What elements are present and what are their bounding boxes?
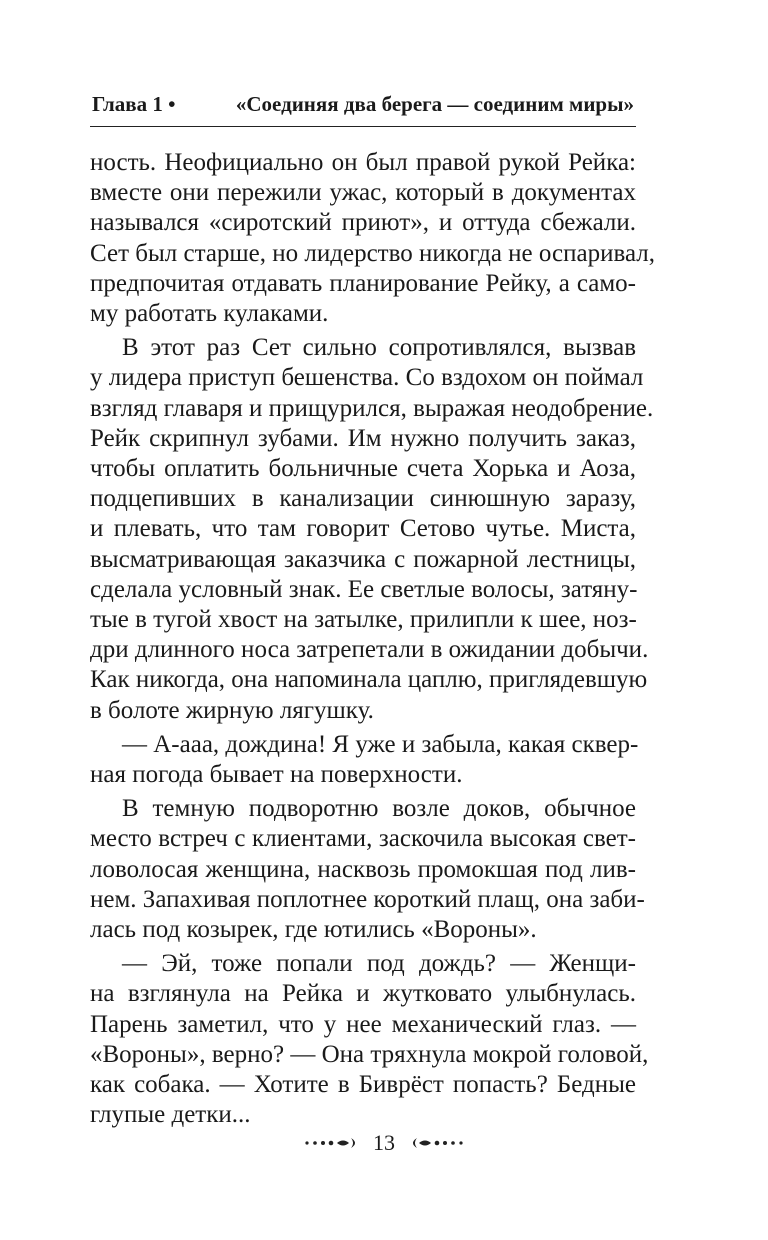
text-line: Рейк скрипнул зубами. Им нужно получить заказ, [90,424,636,452]
body-text [90,148,655,1131]
text-line: ловолосая женщина, насквозь промокшая под лив- [90,855,636,883]
text-line: «Вороны», верно? — Она тряхнула мокрой головой, [90,1040,649,1068]
paragraph [90,148,655,329]
text-line: Сет был старше, но лидерство никогда не оспаривал, [90,239,655,267]
text-line: место встреч с клиентами, заскочила высокая свет- [90,825,636,853]
text-line: — А-ааа, дождина! Я уже и забыла, какая сквер- [122,730,639,758]
text-line: ная погода бывает на поверхности. [90,761,463,789]
paragraph [90,333,654,726]
running-head [92,92,634,122]
text-line: лась под козырек, где ютились «Вороны». [90,916,537,944]
text-line: и плевать, что там говорит Сетово чутье. Миста, [90,515,636,543]
text-line: как собака. — Хотите в Биврёст попасть? Бедные [90,1071,636,1099]
text-line: В темную подворотню возле доков, обычное [122,795,636,823]
text-line: вместе они пережили ужас, который в документах [90,179,636,207]
text-line: глупые детки... [90,1101,251,1129]
text-line: взгляд главаря и прищурился, выражая неодобрение. [90,394,654,422]
paragraph [90,949,649,1130]
page-number: 13 [373,1130,395,1155]
text-line: В этот раз Сет сильно сопротивлялся, вызвав [122,334,636,362]
text-line: ность. Неофициально он был правой рукой Рейка: [90,149,636,176]
book-title: «Соединяя два берега — соединим миры» [235,92,634,116]
paragraph [90,794,645,945]
text-line: нем. Запахивая поплотнее короткий плащ, она заби- [90,885,645,913]
text-line: назывался «сиротский приют», и оттуда сбежали. [90,209,636,237]
text-line: тые в тугой хвост на затылке, прилипли к шее, ноз- [90,606,637,634]
left-ornament-icon [303,1137,363,1149]
chapter-label [92,92,175,117]
text-line: на взглянула на Рейка и жутковато улыбнулась. [90,980,636,1008]
paragraph [90,730,639,790]
right-ornament-icon [405,1137,465,1149]
text-line: му работать кулаками. [90,300,329,328]
text-line: подцепивших в канализации синюшную заразу, [90,485,636,513]
header-bullet: • [168,92,176,116]
text-line: — Эй, тоже попали под дождь? — Женщи- [122,950,636,978]
text-line: Парень заметил, что у нее механический глаз. — [90,1010,636,1038]
header-divider [90,126,636,127]
text-line: сделала условный знак. Ее светлые волосы, затяну- [90,575,638,603]
text-line: чтобы оплатить больничные счета Хорька и Аоза, [90,455,636,483]
text-line: высматривающая заказчика с пожарной лестницы, [90,545,636,573]
text-line: у лидера приступ бешенства. Со вздохом он поймал [90,364,644,392]
text-line: в болоте жирную лягушку. [90,696,374,724]
text-line: предпочитая отдавать планирование Рейку, а само- [90,269,636,297]
text-line: Как никогда, она напоминала цаплю, приглядевшую [90,666,648,694]
text-line: дри длинного носа затрепетали в ожидании добычи. [90,636,649,664]
page-footer [0,1130,768,1156]
chapter-number: Глава 1 [92,92,163,116]
